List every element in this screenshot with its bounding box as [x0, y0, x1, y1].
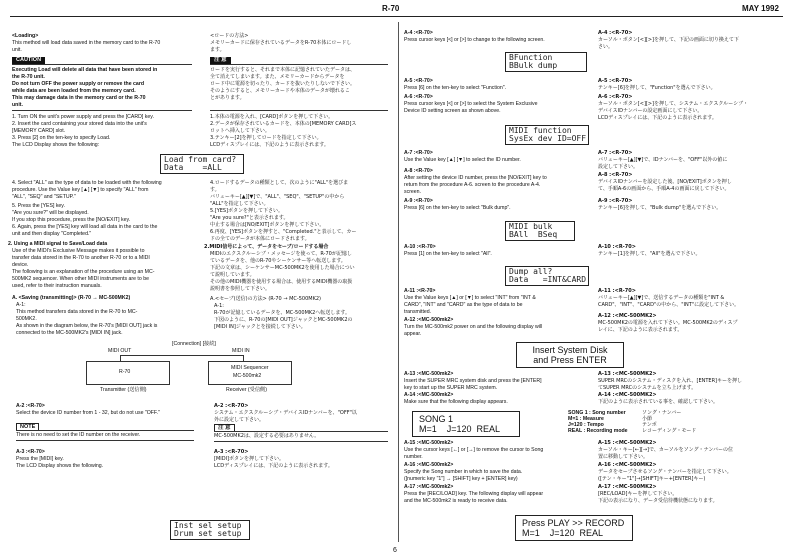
a17-text-1: Press the [REC/LOAD] key. The following display will appear: [404, 491, 544, 497]
lcd-dump-all: Dump all? Data =INT&CARD: [505, 266, 589, 286]
jp-load-step-4d: "ALL"を指定して下さい。: [210, 201, 269, 207]
midi-text-5: 500MK2 sequencer. When other MIDI instruments are to be: [12, 276, 149, 282]
a8-text-2: return from the procedure A-6. screen to the procedure A-4.: [404, 182, 541, 188]
jp-a4-text-2: さい。: [598, 44, 614, 50]
r70-device-label: R-70: [119, 369, 131, 375]
jp-a3-text-2: LCDディスプレイには、下記のように表示されます。: [214, 463, 333, 469]
a14-text: Make sure that the following display appears.: [404, 399, 508, 405]
load-step-2b: [MEMORY CARD] slot.: [12, 128, 66, 134]
a14-heading: A-14 :<MC-500mk2>: [404, 392, 454, 398]
jp-load-step-2: 2.データが保存されているカードを、本体の[MEMORY CARD]ス: [210, 121, 357, 127]
load-step-5c: If you stop this procedure, press the [NO/EXIT] key.: [12, 217, 131, 223]
jp-a2-text-1: システム・エクスクルーシブ・デバイスIDナンバーを、"OFF"以: [214, 410, 357, 416]
legend-jp-tempo: テンポ: [642, 422, 657, 428]
jp-saving-text-4: [MIDI IN]ジャックとを接続して下さい。: [214, 324, 306, 330]
caution-rule-bottom: [12, 110, 192, 111]
load-step-5b: "Are you sure?" will be displayed.: [12, 210, 89, 216]
jp-a4-heading: A-4 :<R-70>: [598, 30, 633, 36]
jp-midi-text-5: その他のMIDI機器を使用する場合は、使用するMIDI機器の取扱: [210, 279, 353, 285]
jp-a8-heading: A-8 :<R-70>: [598, 172, 633, 178]
jp-a4-text-1: カーソル・ボタン[<][>]を押して、下記の画面に切り換えて下: [598, 37, 739, 43]
jp-a17-heading: A-17 :<MC-500MK2>: [598, 484, 657, 490]
a10-text: Press [1] on the ten-key to select "All".: [404, 251, 492, 257]
jp-load-step-5c: 中止する場合は[NO/EXIT]ボタンを押して下さい。: [210, 222, 325, 228]
a17-text-2: and the MC-500mk2 is ready to receive data.: [404, 498, 508, 504]
load-step-4b: procedure. Use the Value key [▲] [▼] to specify "ALL" from: [12, 187, 149, 193]
caution-text-6: unit.: [12, 102, 23, 108]
load-step-3: 3. Press [2] on the ten-key to specify Load.: [12, 135, 111, 141]
a5-text: Press [6] on the ten-key to select "Function".: [404, 85, 507, 91]
page-number: 6: [393, 547, 397, 554]
midi-out-label: MIDI OUT: [108, 348, 132, 354]
jp-midi-text-6: 説明書を参照して下さい。: [210, 286, 271, 292]
jp-a6-text-1: カーソル・ボタン[<][>]を押して、システム・エクスクルーシブ・: [598, 101, 749, 107]
midi-text-1: Use of the MIDI's Exclusive Message makes it possible to: [12, 248, 145, 254]
jp-a5-heading: A-5 :<R-70>: [598, 78, 633, 84]
load-step-3b: The LCD Display shows the following:: [12, 142, 100, 148]
jp-a7-heading: A-7 :<R-70>: [598, 150, 633, 156]
lcd-midi-function: MIDI function SysEx dev ID=OFF: [505, 125, 589, 145]
legend-measure: M=1 : Measure: [568, 416, 604, 422]
jp-a12-text-2: レイに、下記のように表示されます。: [598, 327, 683, 333]
jp-load-step-3b: LCDディスプレイには、下記のように表示されます。: [210, 142, 329, 148]
a8-text-1: After setting the device ID number, press the [NO/EXIT] key to: [404, 175, 547, 181]
lcd-function-bulk: BFunction BBulk dump: [505, 52, 587, 72]
lcd-press-play-record: Press PLAY >> RECORD M=1 J=120 REAL: [515, 515, 633, 541]
jp-a16-heading: A-16 :<MC-500MK2>: [598, 462, 657, 468]
jp-saving-text-1: A-1:: [214, 303, 224, 309]
jp-caution-rule: [210, 64, 388, 65]
jp-a12-heading: A-12 :<MC-500MK2>: [598, 313, 657, 319]
a15-text-1: Use the cursor keys [←] or [→] to remove the cursor to Song: [404, 447, 544, 453]
caution-text-5: This may damage data in the memory card or the R-70: [12, 95, 146, 101]
jp-a11-heading: A-11 :<R-70>: [598, 288, 636, 294]
jp-note-rule: [214, 431, 388, 432]
a11-text-2: CARD", "INT" and "CARD" as the type of data to be: [404, 302, 523, 308]
jp-a15-heading: A-15 :<MC-500MK2>: [598, 440, 657, 446]
a3-text-1: Press the [MIDI] key.: [16, 456, 64, 462]
a13-text-1: Insert the SUPER MRC system disk and press the [ENTER]: [404, 378, 542, 384]
lcd-song: SONG 1 M=1 J=120 REAL: [412, 411, 520, 437]
load-step-2: 2. Insert the card containing your stored data into the unit's: [12, 121, 147, 127]
a13-text-2: key to start up the SUPER MRC system.: [404, 385, 498, 391]
load-step-4: 4. Select "ALL" as the type of data to be loaded with the following: [12, 180, 162, 186]
a16-text-1: Specify the Song number in which to save the data.: [404, 469, 523, 475]
jp-load-step-6: 6.再度、[YES]ボタンを押すと、"Completed."と表示して、カー: [210, 229, 357, 235]
jp-a7-text-1: バリューキー[▲][▼]で、IDナンバーを、"OFF"以外の値に: [598, 157, 728, 163]
midi-text-2: transfer data stored in the R-70 to another R-70 or to a MIDI: [12, 255, 150, 261]
jp-midi-text-1: MIDIのエクスクルーシブ・メッセージを使って、R-70が記憶し: [210, 251, 352, 257]
jp-caution-text-2: 全て消えてしまいます。また、メモリーカードからデータを: [210, 74, 345, 80]
jp-load-step-5b: "Are you sure?"と表示されます。: [210, 215, 289, 221]
saving-text-3: 500MK2.: [16, 316, 37, 322]
jp-a10-text: テンキー[1]を押して、"All"を選んで下さい。: [598, 251, 701, 257]
jp-a9-text: テンキー[6]を押して、"Bulk dump"を選んで下さい。: [598, 205, 722, 211]
jp-load-step-4: 4.ロードするデータの種類として、次のように"ALL"を選びま: [210, 180, 349, 186]
load-step-6: 6. Again, press the [YES] key will load all data in the card to the: [12, 224, 158, 230]
jp-a8-text-1: デバイスIDナンバーを設定した後、[NO/EXIT]ボタンを押し: [598, 179, 732, 185]
jp-a16-text-1: データをセーブさせるソング・ナンバーを指定して下さい。: [598, 469, 732, 475]
a4-text: Press cursor keys [<] or [>] to change to the following screen.: [404, 37, 545, 43]
jp-a6-text-3: LCDディスプレイには、下記のように表示されます。: [598, 115, 717, 121]
jp-a13-text-2: てSUPER MRCのシステムを立ち上げます。: [598, 385, 697, 391]
jp-a3-text-1: [MIDI]ボタンを押して下さい。: [214, 456, 285, 462]
caution-text-4: while data are been loaded from the memory card.: [12, 88, 136, 94]
jp-load-intro-1: メモリーカードに保存されているデータをR-70本体にロードし: [210, 40, 352, 46]
transmitter-label: Transmitter (送信側): [100, 387, 147, 393]
jp-caution-label: 注 意: [210, 57, 231, 64]
a16-heading: A-16 :<MC-500mk2>: [404, 462, 454, 468]
jp-load-step-5: 5.[YES]ボタンを押して下さい。: [210, 208, 284, 214]
lcd-inst-sel-setup: Inst sel setup Drum set setup: [170, 520, 250, 540]
jp-load-step-1: 1.本体の電源を入れ、[CARD]ボタンを押して下さい。: [210, 114, 334, 120]
lcd-midi-bulk: MIDI bulk BAll BSeq: [505, 221, 575, 241]
midi-text-6: used, refer to their instruction manuals.: [12, 283, 102, 289]
jp-load-step-6b: ドの全てのデータが本体にロードされます。: [210, 236, 310, 242]
jp-note-rule-bottom: [214, 441, 388, 442]
a11-text-3: transmitted.: [404, 309, 432, 315]
midi-text-4: The following is an explanation of the procedure using an MC-: [12, 269, 155, 275]
jp-a2-text-2: 外に設定して下さい。: [214, 417, 265, 423]
a10-heading: A-10 :<R-70>: [404, 244, 436, 250]
caution-rule: [12, 64, 192, 65]
legend-jp-measure: 小節: [642, 416, 653, 422]
jp-caution-text-3: ロード中に電源を切ったり、カードを抜いたりしないで下さい。: [210, 81, 356, 87]
jp-a7-text-2: 設定して下さい。: [598, 164, 639, 170]
load-step-5: 5. Press the [YES] key.: [12, 203, 65, 209]
jp-a14-heading: A-14 :<MC-500MK2>: [598, 392, 657, 398]
lcd-insert-system-disk: Insert System Disk and Press ENTER: [516, 342, 624, 368]
jp-saving-text-2: R-70が記憶しているデータを、MC-500MK2へ転送します。: [214, 310, 350, 316]
jp-saving-heading: A.<セーブ(送信)の方法> (R-70 → MC-500MK2): [210, 296, 321, 302]
a12-text-1: Turn the MC-500mk2 power on and the following display will: [404, 324, 543, 330]
header-title: R-70: [382, 4, 400, 13]
lcd-load-from-card: Load from card? Data =ALL: [160, 154, 244, 174]
jp-load-step-4c: バリューキー[▲][▼]で、"ALL"、"SEQ"、"SETUP"の中から: [210, 194, 345, 200]
jp-saving-text-3: 下図のように、R-70の[MIDI OUT]ジャックとMC-500MK2の: [214, 317, 353, 323]
jp-midi-text-4: て説明しています。: [210, 272, 255, 278]
header-rule: [10, 16, 783, 17]
jp-a3-heading: A-3 :<R-70>: [214, 449, 249, 455]
saving-text-5: connected to the MC-500MK2's [MIDI IN] jack.: [16, 330, 123, 336]
jp-midi-heading: 2.MIDI信号によって、データをセーブ/ロードする場合: [204, 244, 329, 250]
jp-a17-text-1: [REC/LOAD]キーを押して下さい。: [598, 491, 678, 497]
caution-text-3: Do not turn OFF the power supply or remove the card: [12, 81, 145, 87]
a8-heading: A-8 :<R-70>: [404, 168, 433, 174]
a7-text: Use the Value key [▲] [▼] to select the ID number.: [404, 157, 521, 163]
jp-a13-heading: A-13 :<MC-500MK2>: [598, 371, 657, 377]
receiver-label: Receiver (受信側): [226, 387, 267, 393]
a15-heading: A-15 :<MC-500mk2>: [404, 440, 454, 446]
loading-intro-2: unit.: [12, 47, 22, 53]
saving-text-4: As shown in the diagram below, the R-70's [MIDI OUT] jack is: [16, 323, 158, 329]
a5-heading: A-5 :<R-70>: [404, 78, 433, 84]
sequencer-device-box: [208, 361, 292, 385]
a15-text-2: number.: [404, 454, 423, 460]
caution-label: CAUTION: [12, 57, 45, 64]
jp-a15-text-1: カーソル・キー[←][→]で、カーソルをソング・ナンバーの位: [598, 447, 733, 453]
jp-caution-text-5: とがあります。: [210, 95, 245, 101]
a6-heading: A-6 :<R-70>: [404, 94, 433, 100]
jp-a13-text-1: SUPER MRCのシステム・ディスクを入れ、[ENTER]キーを押し: [598, 378, 742, 384]
legend-rec-mode: REAL : Recording mode: [568, 428, 628, 434]
jp-load-intro-2: ます。: [210, 47, 225, 53]
diagram-caption: [Connection] [接続]: [172, 341, 216, 347]
jp-a5-text: テンキー[6]を押して、"Function"を選んで下さい。: [598, 85, 716, 91]
jp-load-step-2b: ロットへ挿入して下さい。: [210, 128, 270, 134]
a6-text-2: Device ID setting screen as shown above.: [404, 108, 501, 114]
legend-tempo: J=120 : Tempo: [568, 422, 604, 428]
load-step-1: 1. Turn ON the unit's power supply and press the [CARD] key.: [12, 114, 154, 120]
jp-a11-text-1: バリューキー[▲][▼]で、送信するデータの種類を"INT &: [598, 295, 725, 301]
legend-song: SONG 1 : Song number: [568, 410, 626, 416]
a12-heading: A-12 :<MC-500mk2>: [404, 317, 454, 323]
jp-load-heading: <ロードの方法>: [210, 33, 249, 39]
jp-a9-heading: A-9 :<R-70>: [598, 198, 633, 204]
jp-midi-text-2: ているデータを、他のR-70やシーケンサー等へ転送します。: [210, 258, 346, 264]
jp-a6-text-2: デバイスIDナンバーの設定画面にして下さい。: [598, 108, 703, 114]
jp-load-step-3: 3.テンキー[2]を押してロードを指定して下さい。: [210, 135, 322, 141]
note-label: NOTE: [16, 423, 39, 431]
jp-note-text: MC-500MK2は、設定する必要はありません。: [214, 433, 320, 439]
a9-text: Press [6] on the ten-key to select "Bulk dump".: [404, 205, 511, 211]
sequencer-label-1: MIDI Sequencer: [231, 365, 269, 371]
note-text: There is no need to set the ID number on the receiver.: [16, 432, 141, 438]
midi-in-label: MIDI IN: [232, 348, 250, 354]
jp-caution-rule-bottom: [210, 110, 388, 111]
load-step-6b: unit and then display "Completed.": [12, 231, 92, 237]
saving-text-1: A-1:: [16, 302, 26, 308]
jp-a6-heading: A-6 :<R-70>: [598, 94, 633, 100]
loading-heading: <Loading>: [12, 33, 39, 39]
a11-heading: A-11 :<R-70>: [404, 288, 436, 294]
jp-a14-text: 下記のように表示されている事を、確認して下さい。: [598, 399, 719, 405]
jp-a11-text-2: CARD"、"INT"、"CARD"の中から、"INT"に設定して下さい。: [598, 302, 740, 308]
caution-text-2: the R-70 unit.: [12, 74, 45, 80]
sequencer-label-2: MC-500mk2: [233, 373, 262, 379]
jp-a12-text-1: MC-500MK2の電源を入れて下さい。MC-500MK2のディスプ: [598, 320, 738, 326]
jp-a16-text-2: ([テン・キー"1"]→[SHIFT]キー+[ENTER]キー): [598, 476, 706, 482]
a6-text-1: Press cursor keys [<] or [>] to select the System Exclusive: [404, 101, 538, 107]
a3-heading: A-3 :<R-70>: [16, 449, 45, 455]
legend-jp-rec-mode: レコーディング・モード: [642, 428, 697, 434]
loading-intro-1: This method will load data saved in the memory card to the R-70: [12, 40, 161, 46]
jp-a8-text-2: て、手順A-6の画面から、手順A-4の画面に戻して下さい。: [598, 186, 730, 192]
jp-note-label: 注 意: [214, 424, 235, 432]
jp-midi-text-3: 下記の文章は、シーケンサーMC-500MK2を使用した場合につい: [210, 265, 355, 271]
jp-a15-text-2: 置に移動して下さい。: [598, 454, 649, 460]
note-rule-bottom: [16, 440, 194, 441]
a13-heading: A-13 :<MC-500mk2>: [404, 371, 454, 377]
a17-heading: A-17 :<MC-500mk2>: [404, 484, 454, 490]
jp-load-step-4b: す。: [210, 187, 220, 193]
a2-text: Select the device ID number from 1 - 32, but do not use "OFF.": [16, 410, 160, 416]
load-step-4c: "ALL", "SEQ" and "SETUP.": [12, 194, 76, 200]
caution-text-1: Executing Load will delete all data that have been stored in: [12, 67, 158, 73]
jp-caution-text-1: ロードを実行すると、それまで本体に記憶されていたデータは、: [210, 67, 356, 73]
a2-heading: A-2 :<R-70>: [16, 403, 45, 409]
midi-text-3: device.: [12, 262, 29, 268]
a7-heading: A-7 :<R-70>: [404, 150, 433, 156]
a4-heading: A-4 :<R-70>: [404, 30, 433, 36]
a12-text-2: appear.: [404, 331, 422, 337]
a9-heading: A-9 :<R-70>: [404, 198, 433, 204]
saving-text-2: This method transfers data stored in the R-70 to MC-: [16, 309, 138, 315]
note-rule: [16, 430, 194, 431]
midi-heading: 2. Using a MIDI signal to Save/Load data: [8, 241, 108, 247]
a8-text-3: screen.: [404, 189, 422, 195]
a3-text-2: The LCD Display shows the following.: [16, 463, 104, 469]
saving-heading: A. <Saving (transmitting)> (R-70 → MC-500MK2): [12, 295, 131, 301]
a11-text-1: Use the Value keys [▲] or [▼] to select "INT" from "INT &: [404, 295, 536, 301]
jp-a17-text-2: 下記の表示になり、データ受信待機状態になります。: [598, 498, 718, 504]
center-divider: [398, 22, 399, 542]
header-date: MAY 1992: [742, 4, 779, 13]
jp-a2-heading: A-2 :<R-70>: [214, 403, 249, 409]
jp-a10-heading: A-10 :<R-70>: [598, 244, 636, 250]
jp-caution-text-4: そのようにすると、メモリーカードや本体のデータが壊れるこ: [210, 88, 350, 94]
legend-jp-song: ソング・ナンバー: [642, 410, 682, 416]
r70-device-box: [86, 361, 170, 385]
a16-text-2: ([numeric key "1"] → [SHIFT] key + [ENTER] key): [404, 476, 518, 482]
